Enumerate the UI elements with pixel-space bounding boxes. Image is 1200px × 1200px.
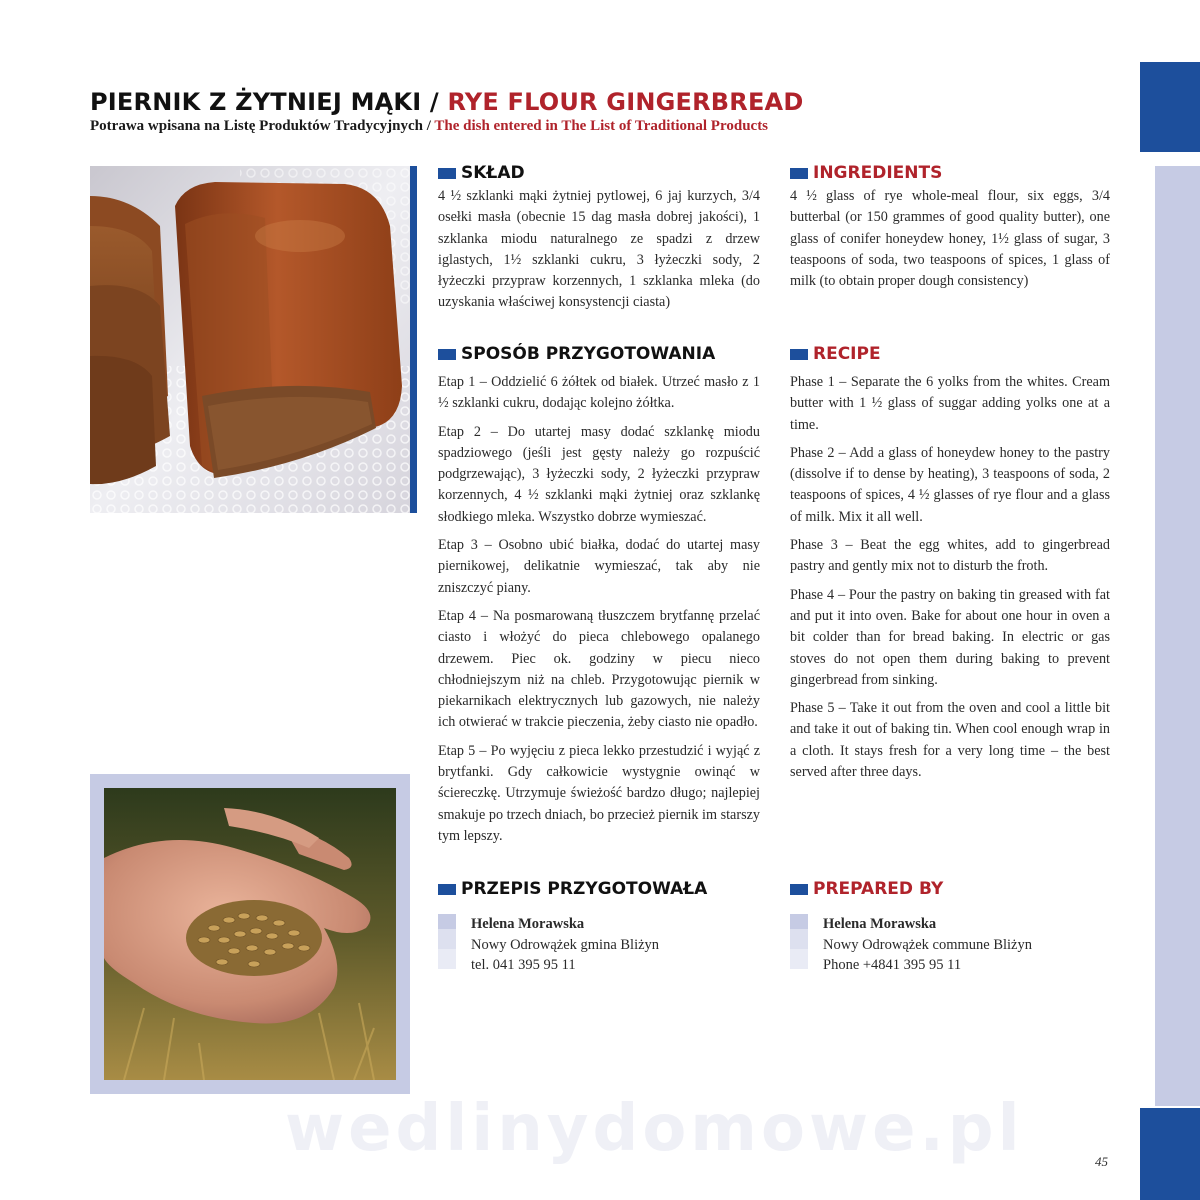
- watermark: wedlinydomowe.pl: [285, 1092, 1024, 1166]
- author-en-phone: Phone +4841 395 95 11: [823, 957, 962, 973]
- grain-photo: [104, 788, 396, 1080]
- author-en-block: [790, 914, 1110, 976]
- ingredients-pl-heading-text: SKŁAD: [461, 163, 525, 183]
- recipe-pl-step: Etap 2 – Do utartej masy dodać szklankę miodu spadziowego (jeśli jest gęsty należy go rozpuścić podgrzewając), 3 łyżeczki sody, 2 łyżeczki przypraw korzennych, 4 ½ szklanki mąki żytniej oraz szklankę słodkiego mleka. Wszystko dobrze wymieszać.: [438, 423, 760, 525]
- recipe-en-steps: [790, 372, 1110, 790]
- recipe-en-step: Phase 3 – Beat the egg whites, add to gingerbread pastry and gently mix not to disturb the froth.: [790, 537, 1110, 575]
- recipe-pl-step: Etap 4 – Na posmarowaną tłuszczem brytfannę przelać ciasto i włożyć do pieca chlebowego opalanego drzewem. Piec ok. godziny w piecu nieco chłodniejszym niż na chleb. Przygotowując piernik w piekarnikach elektrycznych lub gazowych, nie należy ich otwierać w trakcie pieczenia, żeby ciasto nie opadło.: [438, 607, 760, 731]
- edge-strip: [1155, 166, 1200, 1106]
- heading-square-icon: [438, 349, 456, 360]
- author-pl-name: Helena Morawska: [471, 916, 585, 932]
- page-subtitle: [90, 118, 768, 135]
- subtitle-pl: Potrawa wpisana na Listę Produktów Tradycyjnych: [90, 118, 423, 134]
- title-pl: PIERNIK Z ŻYTNIEJ MĄKI: [90, 88, 422, 116]
- ingredients-en-text: 4 ½ glass of rye whole-meal flour, six eggs, 3/4 butterbal (or 150 grammes of good quality butter), one glass of conifer honeydew honey, 1½ glass of sugar, 3 teaspoons of soda, two teaspoons of spices, 1 glass of milk (to obtain proper dough consistency): [790, 188, 1110, 290]
- gingerbread-photo: [90, 166, 410, 513]
- ingredients-en-heading-text: INGREDIENTS: [813, 163, 943, 183]
- recipe-en-step: Phase 4 – Pour the pastry on baking tin greased with fat and put it into oven. Bake for about one hour in oven a bit colder than for bread baking. In electric or gas stoves do not open them during baking to prevent gingerbread from sinking.: [790, 586, 1110, 688]
- author-en-heading: [790, 879, 1110, 899]
- author-pl-block: [438, 914, 760, 976]
- ingredients-pl-text: 4 ½ szklanki mąki żytniej pytlowej, 6 jaj kurzych, 3/4 osełki masła (obecnie 15 dag masła dobrej jakości), 1 szklanka miodu naturalnego ze spadzi z drzew iglastych, 1½ szklanki cukru, 3 łyżeczki sody, 2 łyżeczki przypraw korzennych, 1 szklanka mleka (do uzyskania właściwej konsystencji ciasta): [438, 188, 760, 311]
- heading-square-icon: [438, 168, 456, 179]
- edge-tab-bottom: [1140, 1108, 1200, 1200]
- heading-square-icon: [438, 884, 456, 895]
- title-separator: /: [421, 88, 448, 116]
- author-bar-decoration: [790, 914, 808, 976]
- recipe-pl-heading: [438, 344, 760, 364]
- ingredients-pl-heading: [438, 163, 760, 183]
- title-en: RYE FLOUR GINGERBREAD: [447, 88, 804, 116]
- recipe-pl-step: Etap 1 – Oddzielić 6 żółtek od białek. Utrzeć masło z 1 ½ szklanki cukru, dodając kolejno żółtka.: [438, 374, 760, 412]
- heading-square-icon: [790, 349, 808, 360]
- author-bar-decoration: [438, 914, 456, 976]
- author-pl-phone: tel. 041 395 95 11: [471, 957, 576, 973]
- subtitle-separator: /: [422, 118, 435, 134]
- recipe-pl-heading-text: SPOSÓB PRZYGOTOWANIA: [461, 344, 716, 364]
- recipe-pl-step: Etap 3 – Osobno ubić białka, dodać do utartej masy piernikowej, delikatnie wymieszać, tak aby nie zniszczyć piany.: [438, 537, 760, 596]
- heading-square-icon: [790, 168, 808, 179]
- recipe-en-heading-text: RECIPE: [813, 344, 881, 364]
- photo-divider-bar: [410, 166, 417, 513]
- heading-square-icon: [790, 884, 808, 895]
- recipe-en-step: Phase 5 – Take it out from the oven and cool a little bit and take it out of baking tin. When cool enough wrap in a cloth. It stays fresh for a very long time – the best served after three days.: [790, 700, 1110, 781]
- edge-tab-top: [1140, 62, 1200, 152]
- recipe-pl-step: Etap 5 – Po wyjęciu z pieca lekko przestudzić i wyjąć z brytfanki. Gdy całkowicie wystygnie owinąć w ściereczkę. Utrzymuje świeżość bardzo długo; najlepiej smakuje po trzech dniach, bo przecież piernik im starszy tym lepszy.: [438, 742, 760, 844]
- recipe-en-heading: [790, 344, 1110, 364]
- recipe-en-step: Phase 1 – Separate the 6 yolks from the whites. Cream butter with 1 ½ glass of suggar adding yolks one at a time.: [790, 374, 1110, 433]
- author-pl-address: Nowy Odrowążek gmina Bliżyn: [471, 936, 660, 953]
- author-pl-heading-text: PRZEPIS PRZYGOTOWAŁA: [461, 879, 708, 899]
- author-en-name: Helena Morawska: [823, 916, 937, 932]
- ingredients-en-heading: [790, 163, 1110, 183]
- author-en-address: Nowy Odrowążek commune Bliżyn: [823, 936, 1032, 953]
- author-en-heading-text: PREPARED BY: [813, 879, 944, 899]
- page-number: 45: [1095, 1154, 1108, 1169]
- page-title: [90, 88, 803, 116]
- author-pl-heading: [438, 879, 760, 899]
- subtitle-en: The dish entered in The List of Traditional Products: [434, 118, 769, 134]
- recipe-en-step: Phase 2 – Add a glass of honeydew honey to the pastry (dissolve if to dense by heating), 3 teaspoons of soda, 2 teaspoons of spices, 4 ½ glasses of rye flour and a glass of milk. Mix it all well.: [790, 444, 1110, 525]
- recipe-pl-steps: [438, 372, 760, 854]
